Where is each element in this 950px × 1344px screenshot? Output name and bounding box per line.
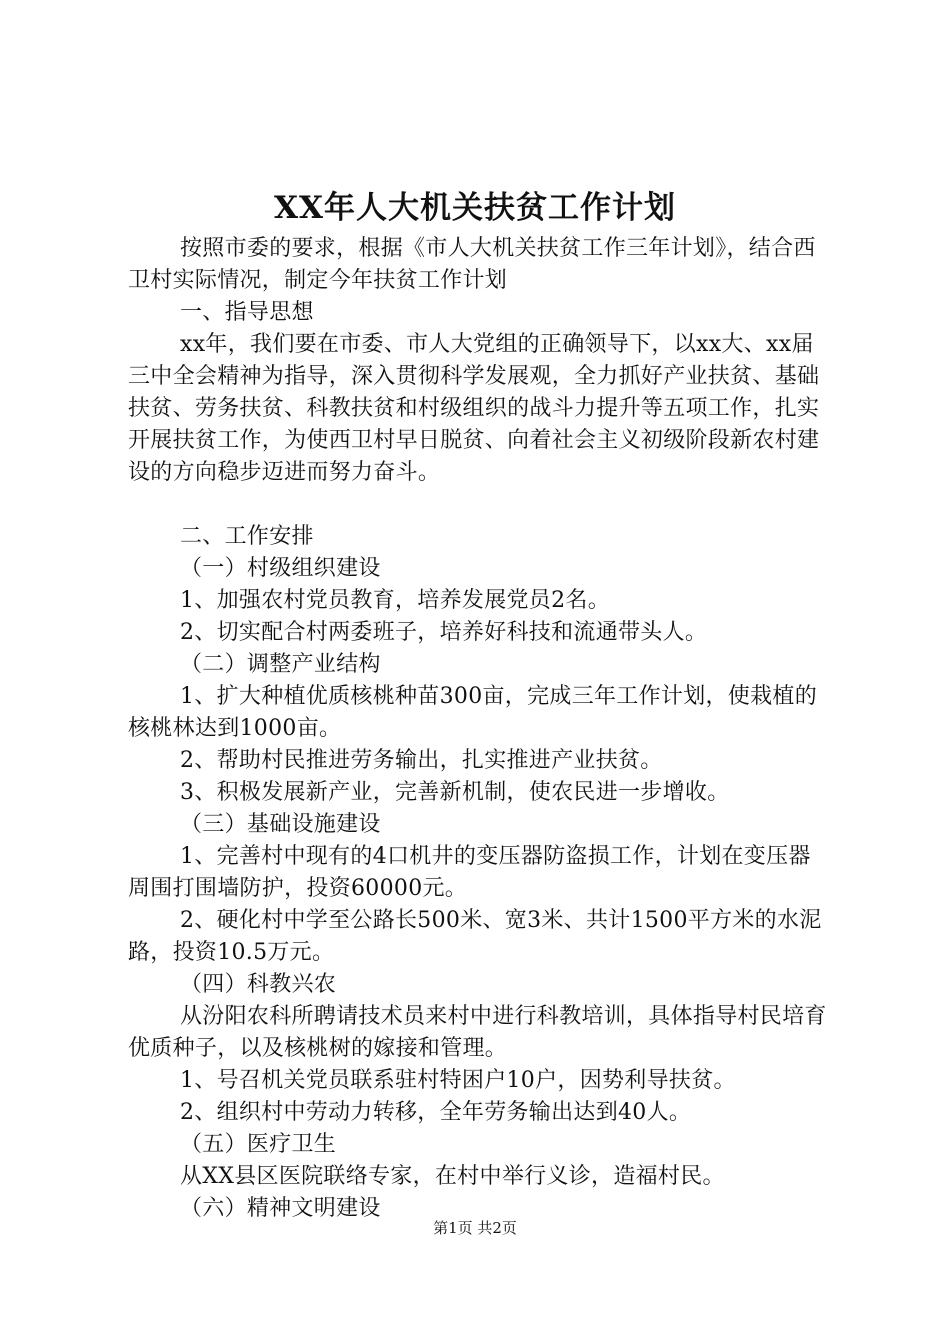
intro-paragraph: 按照市委的要求，根据《市人大机关扶贫工作三年计划》，结合西卫村实际情况，制定今年扶贫工作计划 <box>128 236 816 293</box>
document-title: XX年人大机关扶贫工作计划 <box>273 190 677 226</box>
subsection-heading-medical: （五）医疗卫生 <box>180 1132 337 1157</box>
subsection-heading-village-organization: （一）村级组织建设 <box>180 556 381 581</box>
list-item: 2、帮助村民推进劳务输出，扎实推进产业扶贫。 <box>180 748 663 773</box>
list-item: 2、切实配合村两委班子，培养好科技和流通带头人。 <box>180 620 708 645</box>
list-item: 1、扩大种植优质核桃种苗300亩，完成三年工作计划，使栽植的核桃林达到1000亩。 <box>128 684 817 741</box>
list-item: 1、完善村中现有的4口机井的变压器防盗损工作，计划在变压器周围打围墙防护，投资60000元。 <box>128 844 811 901</box>
list-item: 1、加强农村党员教育，培养发展党员2名。 <box>180 588 610 613</box>
list-item: 2、组织村中劳动力转移，全年劳务输出达到40人。 <box>180 1100 692 1125</box>
page-footer: 第1页 共2页 <box>433 1219 517 1237</box>
guiding-ideology-paragraph: xx年，我们要在市委、市人大党组的正确领导下，以xx大、xx届三中全会精神为指导，深入贯彻科学发展观，全力抓好产业扶贫、基础扶贫、劳务扶贫、科教扶贫和村级组织的战斗力提升等五项工作，扎实开展扶贫工作，为使西卫村早日脱贫、向着社会主义初级阶段新农村建设的方向稳步迈进而努力奋斗。 <box>128 332 820 485</box>
list-item: 3、积极发展新产业，完善新机制，使农民进一步增收。 <box>180 780 730 805</box>
list-item: 2、硬化村中学至公路长500米、宽3米、共计1500平方米的水泥路，投资10.5万元。 <box>128 908 822 965</box>
subsection-heading-science-education: （四）科教兴农 <box>180 972 337 997</box>
science-education-paragraph: 从汾阳农科所聘请技术员来村中进行科教培训，具体指导村民培育优质种子，以及核桃树的嫁接和管理。 <box>128 1004 827 1061</box>
subsection-heading-spiritual-civilization: （六）精神文明建设 <box>180 1196 381 1221</box>
section-heading-work-arrangement: 二、工作安排 <box>180 524 314 549</box>
section-heading-guiding-ideology: 一、指导思想 <box>180 300 314 325</box>
list-item: 1、号召机关党员联系驻村特困户10户，因势利导扶贫。 <box>180 1068 736 1093</box>
subsection-heading-infrastructure: （三）基础设施建设 <box>180 812 381 837</box>
document-body <box>128 233 828 1225</box>
subsection-heading-industry-structure: （二）调整产业结构 <box>180 652 381 677</box>
medical-paragraph: 从XX县区医院联络专家，在村中举行义诊，造福村民。 <box>180 1164 725 1189</box>
